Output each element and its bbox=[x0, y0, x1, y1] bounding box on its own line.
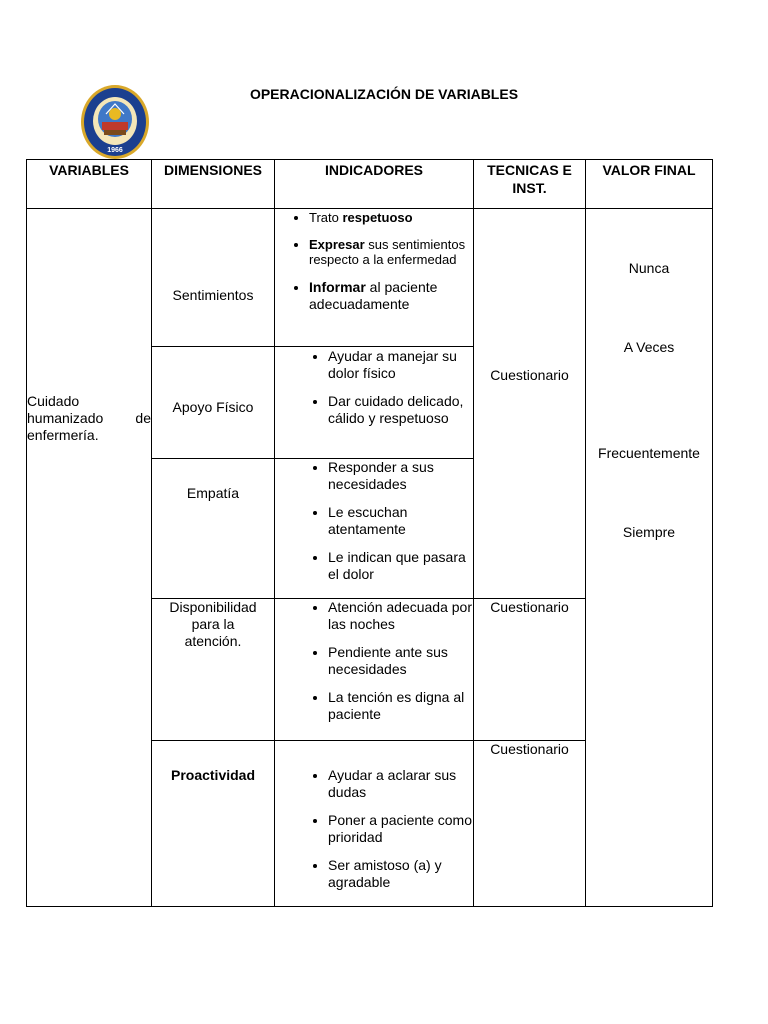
list-item: • Dar cuidado delicado, cálido y respetuoso bbox=[328, 393, 473, 427]
indicator-list bbox=[275, 209, 473, 313]
university-seal-logo bbox=[80, 84, 150, 160]
valor-siempre: Siempre bbox=[622, 524, 676, 540]
technique-cell-2 bbox=[474, 599, 586, 741]
technique-cell-3 bbox=[474, 741, 586, 907]
list-item: • Ser amistoso (a) y agradable bbox=[328, 857, 473, 891]
valor-final-cell bbox=[586, 209, 713, 907]
indicators-sentimientos bbox=[275, 209, 474, 347]
list-item bbox=[309, 237, 473, 267]
dimension-disponibilidad bbox=[152, 599, 275, 741]
dimension-apoyo-fisico bbox=[152, 347, 275, 459]
header-dimensiones: DIMENSIONES bbox=[152, 160, 275, 209]
dimension-proactividad bbox=[152, 741, 275, 907]
dimension-sentimientos bbox=[152, 209, 275, 347]
header-tecnicas-line2: INST. bbox=[512, 180, 547, 196]
header-valor-final: VALOR FINAL bbox=[586, 160, 713, 209]
header-variables: VARIABLES bbox=[27, 160, 152, 209]
valor-frecuentemente: Frecuentemente bbox=[598, 445, 700, 461]
list-item: • Atención adecuada por las noches bbox=[328, 599, 473, 633]
variable-cell bbox=[27, 209, 152, 907]
dimension-name: Sentimientos bbox=[172, 287, 254, 303]
header-tecnicas bbox=[474, 160, 586, 209]
list-item: • Responder a sus necesidades bbox=[328, 459, 473, 493]
indicator-bold: Informar bbox=[309, 279, 366, 295]
dimension-name: Empatía bbox=[186, 485, 240, 501]
indicator-list bbox=[275, 741, 473, 891]
document-title: OPERACIONALIZACIÓN DE VARIABLES bbox=[249, 86, 519, 102]
header-row bbox=[27, 160, 713, 209]
table-row-sentimientos bbox=[27, 209, 713, 347]
dimension-name: Disponibilidad para la atención. bbox=[169, 599, 257, 649]
indicator-bold: respetuoso bbox=[342, 210, 413, 225]
list-item: • Pendiente ante sus necesidades bbox=[328, 644, 473, 678]
indicator-list bbox=[275, 599, 473, 723]
valor-nunca: Nunca bbox=[628, 260, 670, 276]
list-item: • Le indican que pasara el dolor bbox=[328, 549, 473, 583]
indicator-list bbox=[275, 459, 473, 583]
header-tecnicas-line1: TECNICAS E bbox=[487, 162, 572, 178]
list-item: • Poner a paciente como prioridad bbox=[328, 812, 473, 846]
operationalization-table bbox=[26, 159, 713, 907]
indicator-text: Trato bbox=[309, 210, 343, 225]
indicators-apoyo-fisico bbox=[275, 347, 474, 459]
list-item bbox=[309, 210, 473, 225]
valor-a-veces: A Veces bbox=[623, 339, 675, 355]
indicators-proactividad bbox=[275, 741, 474, 907]
logo-year: 1966 bbox=[107, 147, 123, 154]
technique-label: Cuestionario bbox=[490, 741, 569, 757]
dimension-name: Apoyo Físico bbox=[172, 399, 254, 415]
indicator-text: al paciente adecuadamente bbox=[309, 279, 438, 312]
indicator-bold: Expresar bbox=[309, 237, 365, 252]
header-indicadores: INDICADORES bbox=[275, 160, 474, 209]
technique-cell-1 bbox=[474, 209, 586, 599]
technique-label: Cuestionario bbox=[490, 367, 569, 383]
variable-name: Cuidado humanizado de enfermería. bbox=[27, 393, 151, 443]
technique-label: Cuestionario bbox=[490, 599, 569, 615]
indicators-empatia bbox=[275, 459, 474, 599]
indicator-text: sus sentimientos respecto a la enfermedad bbox=[309, 237, 466, 267]
list-item: • La tención es digna al paciente bbox=[328, 689, 473, 723]
list-item: • Ayudar a aclarar sus dudas bbox=[328, 767, 473, 801]
indicator-list bbox=[275, 347, 473, 427]
dimension-name: Proactividad bbox=[170, 767, 256, 783]
list-item: • Le escuchan atentamente bbox=[328, 504, 473, 538]
list-item: • Ayudar a manejar su dolor físico bbox=[328, 348, 473, 382]
list-item bbox=[309, 279, 473, 313]
dimension-empatia bbox=[152, 459, 275, 599]
indicators-disponibilidad bbox=[275, 599, 474, 741]
